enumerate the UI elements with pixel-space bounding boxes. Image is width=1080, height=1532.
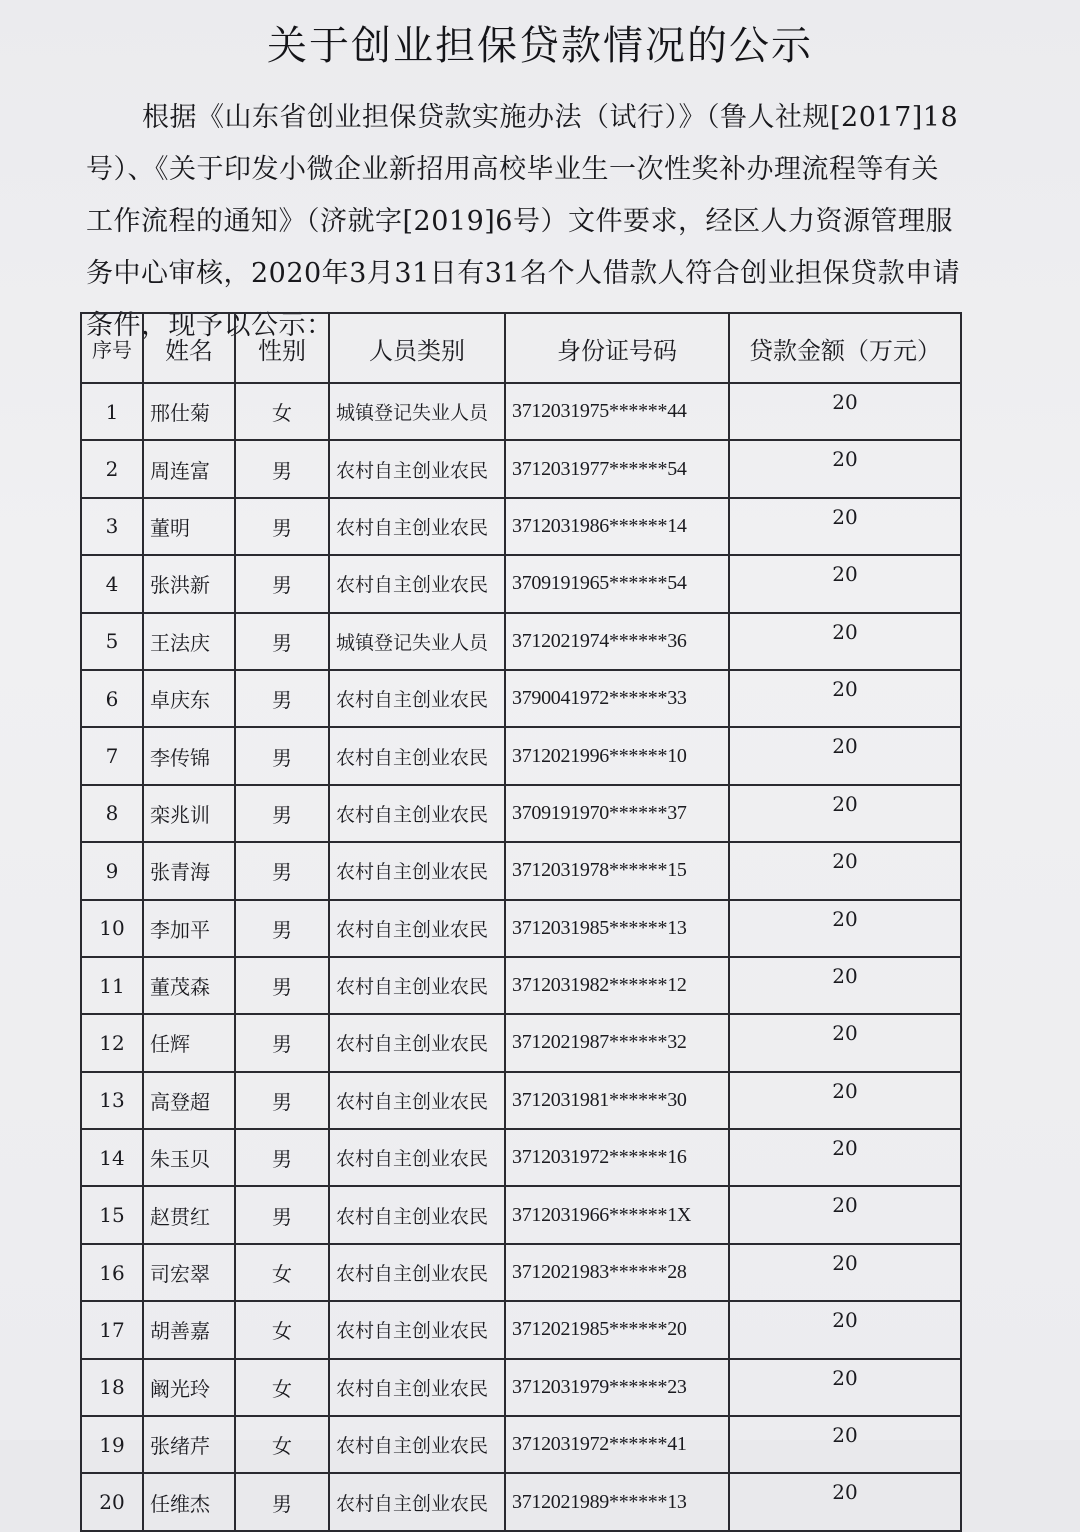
person-category: 农村自主创业农民 [329,670,505,727]
person-gender: 男 [235,498,329,555]
table-header-row [81,313,961,383]
row-number: 3 [81,498,143,555]
id-number: 3712031978******15 [505,842,729,899]
table-row [81,785,961,842]
row-number: 6 [81,670,143,727]
person-gender: 男 [235,440,329,497]
person-gender: 男 [235,785,329,842]
row-number: 14 [81,1129,143,1186]
table-row [81,842,961,899]
table-row [81,727,961,784]
person-category: 农村自主创业农民 [329,900,505,957]
header-id: 身份证号码 [505,313,729,383]
id-number: 3712031972******41 [505,1416,729,1473]
row-number: 17 [81,1301,143,1358]
person-category: 农村自主创业农民 [329,1301,505,1358]
person-gender: 男 [235,1129,329,1186]
id-number: 3712031977******54 [505,440,729,497]
loan-amount: 20 [729,1072,961,1129]
loan-amount: 20 [729,957,961,1014]
id-number: 3712021974******36 [505,613,729,670]
id-number: 3709191965******54 [505,555,729,612]
row-number: 19 [81,1416,143,1473]
table-row [81,613,961,670]
person-gender: 男 [235,727,329,784]
row-number: 11 [81,957,143,1014]
id-number: 3712021985******20 [505,1301,729,1358]
person-name: 高登超 [143,1072,235,1129]
person-name: 任维杰 [143,1473,235,1530]
header-gender: 性别 [235,313,329,383]
person-category: 农村自主创业农民 [329,842,505,899]
id-number: 3712031966******1X [505,1186,729,1243]
loan-amount: 20 [729,1473,961,1530]
person-name: 朱玉贝 [143,1129,235,1186]
person-gender: 男 [235,1473,329,1530]
loan-amount: 20 [729,1301,961,1358]
person-category: 农村自主创业农民 [329,1186,505,1243]
person-gender: 男 [235,555,329,612]
row-number: 16 [81,1244,143,1301]
row-number: 8 [81,785,143,842]
row-number: 13 [81,1072,143,1129]
loan-amount: 20 [729,498,961,555]
person-gender: 男 [235,957,329,1014]
table-row [81,1301,961,1358]
id-number: 3712031972******16 [505,1129,729,1186]
row-number: 4 [81,555,143,612]
header-no: 序号 [81,313,143,383]
person-name: 张绪芹 [143,1416,235,1473]
table-row [81,1072,961,1129]
id-number: 3712031979******23 [505,1359,729,1416]
intro-paragraph: 根据《山东省创业担保贷款实施办法（试行）》（鲁人社规[2017]18号）、《关于印发小微企业新招用高校毕业生一次性奖补办理流程等有关工作流程的通知》（济就字[2019]6号）文件要求，经区人力资源管理服务中心审核，2020年3月31日有31名个人借款人符合创业担保贷款申请条件，现予以公示： [86,102,961,341]
person-gender: 女 [235,1416,329,1473]
person-category: 农村自主创业农民 [329,727,505,784]
person-gender: 女 [235,383,329,440]
person-gender: 女 [235,1244,329,1301]
loan-amount: 20 [729,1359,961,1416]
person-category: 城镇登记失业人员 [329,383,505,440]
person-name: 王法庆 [143,613,235,670]
person-name: 董茂森 [143,957,235,1014]
person-gender: 男 [235,1072,329,1129]
table-row [81,1416,961,1473]
row-number: 12 [81,1014,143,1071]
table-row [81,670,961,727]
id-number: 3712021987******32 [505,1014,729,1071]
loan-amount: 20 [729,613,961,670]
row-number: 1 [81,383,143,440]
id-number: 3712031982******12 [505,957,729,1014]
table-row [81,1359,961,1416]
person-name: 张洪新 [143,555,235,612]
person-category: 农村自主创业农民 [329,1473,505,1530]
person-gender: 男 [235,842,329,899]
person-name: 张青海 [143,842,235,899]
id-number: 3712021996******10 [505,727,729,784]
header-name: 姓名 [143,313,235,383]
row-number: 5 [81,613,143,670]
loan-amount: 20 [729,1014,961,1071]
person-category: 农村自主创业农民 [329,555,505,612]
person-gender: 男 [235,1186,329,1243]
row-number: 10 [81,900,143,957]
table-row [81,555,961,612]
person-name: 阚光玲 [143,1359,235,1416]
person-gender: 女 [235,1359,329,1416]
header-amount: 贷款金额（万元） [729,313,961,383]
row-number: 9 [81,842,143,899]
person-name: 赵贯红 [143,1186,235,1243]
loan-amount: 20 [729,383,961,440]
id-number: 3712031985******13 [505,900,729,957]
loan-amount: 20 [729,555,961,612]
person-category: 农村自主创业农民 [329,1014,505,1071]
person-name: 李加平 [143,900,235,957]
person-name: 司宏翠 [143,1244,235,1301]
table-row [81,498,961,555]
person-name: 李传锦 [143,727,235,784]
person-name: 卓庆东 [143,670,235,727]
row-number: 18 [81,1359,143,1416]
person-category: 城镇登记失业人员 [329,613,505,670]
loan-amount: 20 [729,1416,961,1473]
id-number: 3709191970******37 [505,785,729,842]
row-number: 20 [81,1473,143,1530]
person-gender: 男 [235,1014,329,1071]
id-number: 3712021989******13 [505,1473,729,1530]
row-number: 7 [81,727,143,784]
person-name: 任辉 [143,1014,235,1071]
loan-amount: 20 [729,842,961,899]
id-number: 3712021983******28 [505,1244,729,1301]
row-number: 15 [81,1186,143,1243]
person-category: 农村自主创业农民 [329,440,505,497]
person-category: 农村自主创业农民 [329,1072,505,1129]
id-number: 3712031986******14 [505,498,729,555]
table-row [81,1244,961,1301]
loan-amount: 20 [729,785,961,842]
person-name: 胡善嘉 [143,1301,235,1358]
person-gender: 男 [235,670,329,727]
person-category: 农村自主创业农民 [329,1359,505,1416]
table-row [81,1129,961,1186]
id-number: 3712031975******44 [505,383,729,440]
table-row [81,383,961,440]
table-row [81,1186,961,1243]
id-number: 3712031981******30 [505,1072,729,1129]
loan-amount: 20 [729,670,961,727]
person-name: 周连富 [143,440,235,497]
table-row [81,957,961,1014]
person-category: 农村自主创业农民 [329,498,505,555]
person-name: 栾兆训 [143,785,235,842]
table-row [81,440,961,497]
table-body [81,383,961,1531]
person-gender: 男 [235,900,329,957]
person-category: 农村自主创业农民 [329,1416,505,1473]
table-row [81,1014,961,1071]
loan-table-container [80,312,960,1532]
person-category: 农村自主创业农民 [329,1244,505,1301]
person-name: 邢仕菊 [143,383,235,440]
document-title: 关于创业担保贷款情况的公示 [267,23,813,69]
person-category: 农村自主创业农民 [329,785,505,842]
person-gender: 女 [235,1301,329,1358]
loan-amount: 20 [729,1186,961,1243]
loan-table [80,312,962,1532]
loan-amount: 20 [729,1129,961,1186]
row-number: 2 [81,440,143,497]
table-row [81,900,961,957]
loan-amount: 20 [729,440,961,497]
person-category: 农村自主创业农民 [329,957,505,1014]
loan-amount: 20 [729,900,961,957]
person-category: 农村自主创业农民 [329,1129,505,1186]
id-number: 3790041972******33 [505,670,729,727]
loan-amount: 20 [729,727,961,784]
loan-amount: 20 [729,1244,961,1301]
header-category: 人员类别 [329,313,505,383]
table-row [81,1473,961,1530]
person-name: 董明 [143,498,235,555]
person-gender: 男 [235,613,329,670]
